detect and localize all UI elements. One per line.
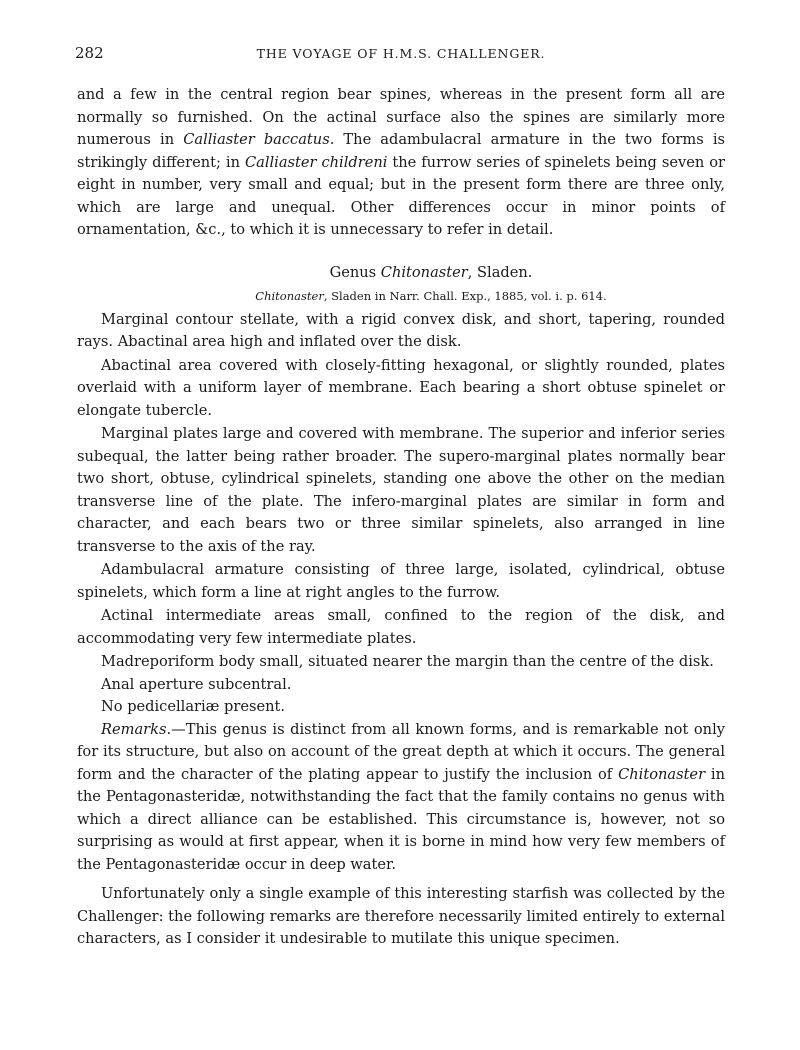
running-head: THE VOYAGE OF H.M.S. CHALLENGER. bbox=[256, 46, 546, 61]
page-number: 282 bbox=[75, 44, 104, 62]
description-paragraph: Marginal plates large and covered with membrane. The superior and inferior series subequal, the latter being rather broader. The supero-marginal plates normally bear two short, obtuse, cylindrical spinelets, standing one above the other on the median transverse line of the plate. The infero-marginal plates are similar in form and character, and each bears two or three similar spinelets, also arranged in line transverse to the axis of the ray. bbox=[77, 425, 725, 555]
description-paragraph: Marginal contour stellate, with a rigid convex disk, and short, tapering, rounded rays. Abactinal area high and inflated over the disk. bbox=[77, 310, 725, 350]
final-paragraph: Unfortunately only a single example of this interesting starfish was collected by the Challenger: the following remarks are therefore necessarily limited entirely to external characters, as I consider it undesirable to mutilate this unique specimen. bbox=[77, 885, 725, 947]
genus-name: Chitonaster bbox=[380, 263, 468, 281]
remarks-label: Remarks bbox=[101, 720, 167, 738]
species-name: Calliaster baccatus bbox=[183, 131, 330, 148]
description-paragraph: Adambulacral armature consisting of three large, isolated, cylindrical, obtuse spinelets, which form a line at right angles to the furrow. bbox=[77, 561, 725, 601]
description-paragraph: Abactinal area covered with closely-fitting hexagonal, or slightly rounded, plates overlaid with a uniform layer of membrane. Each bearing a short obtuse spinelet or elongate tubercle. bbox=[77, 356, 725, 419]
page-header bbox=[77, 44, 725, 68]
citation-genus-name: Chitonaster bbox=[255, 288, 324, 303]
genus-heading: Genus Chitonaster, Sladen. bbox=[329, 263, 533, 281]
document-page bbox=[77, 44, 725, 951]
genus-citation: Chitonaster, Sladen in Narr. Chall. Exp., 1885, vol. i. p. 614. bbox=[255, 288, 607, 303]
description-paragraph: No pedicellariæ present. bbox=[101, 698, 286, 715]
genus-name: Chitonaster bbox=[618, 765, 706, 783]
species-name: Calliaster childreni bbox=[244, 153, 388, 171]
remarks-paragraph: Remarks.—This genus is distinct from all known forms, and is remarkable not only for its structure, but also on account of the great depth at which it occurs. The general form and the character of the plating appear to justify the inclusion of Chitonaster in the Pentagonasteridæ, notwithstanding the fact that the family contains no genus with which a direct alliance can be established. This circumstance is, however, not so surprising as would at first appear, when it is borne in mind how very few members of the Pentagonasteridæ occur in deep water. bbox=[77, 720, 725, 873]
description-paragraph: Anal aperture subcentral. bbox=[101, 675, 292, 693]
continuation-paragraph: and a few in the central region bear spines, whereas in the present form all are normally so furnished. On the actinal surface also the spines are similarly more numerous in Calliaster baccatus. The adambulacral armature in the two forms is strikingly different; in Calliaster childreni the furrow series of spinelets being seven or eight in number, very small and equal; but in the present form there are three only, which are large and unequal. Other differences occur in minor points of ornamentation, &c., to which it is unnecessary to refer in detail. bbox=[77, 86, 726, 238]
description-paragraph: Madreporiform body small, situated nearer the margin than the centre of the disk. bbox=[101, 653, 714, 670]
description-paragraph: Actinal intermediate areas small, confined to the region of the disk, and accommodating very few intermediate plates. bbox=[77, 607, 725, 647]
